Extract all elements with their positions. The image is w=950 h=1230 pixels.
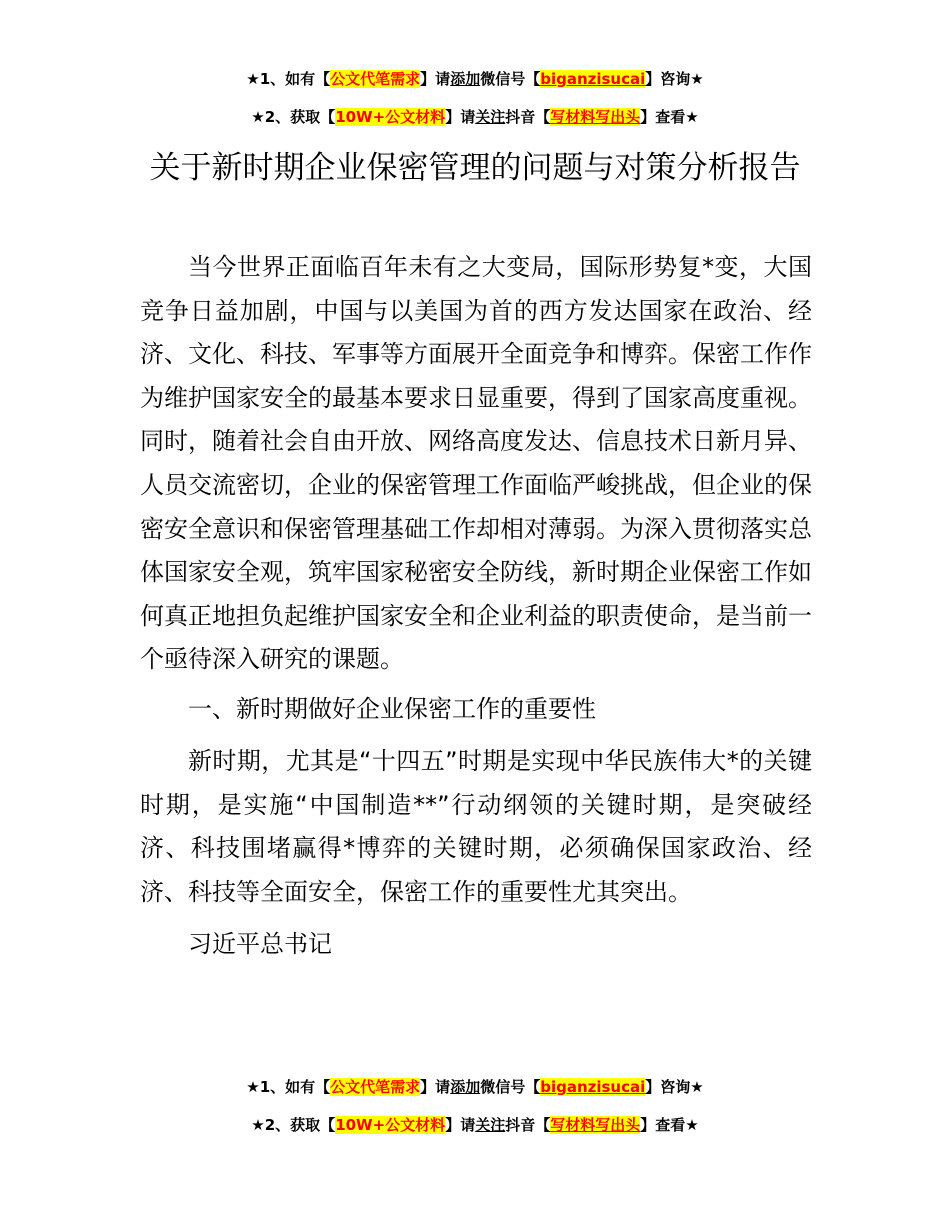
banner-highlight-materials: 10W+公文材料 [335, 1116, 446, 1134]
banner-prefix: ★1、如有【 [246, 70, 331, 88]
banner-text: 微信号【 [480, 1078, 541, 1096]
bottom-banner-line-1 [0, 1076, 950, 1098]
banner-suffix: 】查看★ [640, 1116, 699, 1134]
top-banner-line-2 [0, 106, 950, 128]
banner-prefix: ★2、获取【 [251, 108, 336, 126]
banner-suffix: 】查看★ [640, 108, 699, 126]
section-heading: 一、新时期做好企业保密工作的重要性 [188, 695, 596, 723]
banner-emphasis: 关注 [475, 108, 506, 126]
banner-text: 微信号【 [480, 70, 541, 88]
bottom-banner-line-2 [0, 1114, 950, 1136]
banner-text: 】请 [445, 1116, 476, 1134]
banner-emphasis: 添加 [450, 1078, 481, 1096]
banner-text: 】请 [420, 70, 451, 88]
banner-emphasis: 添加 [450, 70, 481, 88]
truncated-paragraph: 习近平总书记 [188, 930, 332, 958]
intro-paragraph: 当今世界正面临百年未有之大变局，国际形势复*变，大国竞争日益加剧，中国与以美国为首的西方发达国家在政治、经济、文化、科技、军事等方面展开全面竞争和博弈。保密工作作为维护国家安全的最基本要求日显重要，得到了国家高度重视。同时，随着社会自由开放、网络高度发达、信息技术日新月异、人员交流密切，企业的保密管理工作面临严峻挑战，但企业的保密安全意识和保密管理基础工作却相对薄弱。为深入贯彻落实总体国家安全观，筑牢国家秘密安全防线，新时期企业保密工作如何真正地担负起维护国家安全和企业利益的职责使命，是当前一个亟待深入研究的课题。 [140, 253, 812, 674]
banner-douyin-id: 写材料写出头 [550, 1116, 641, 1134]
banner-text: 】请 [445, 108, 476, 126]
banner-suffix: 】咨询★ [645, 1078, 704, 1096]
banner-wechat-id: biganzisucai [540, 1078, 646, 1096]
banner-text: 】请 [420, 1078, 451, 1096]
banner-suffix: 】咨询★ [645, 70, 704, 88]
banner-prefix: ★1、如有【 [246, 1078, 331, 1096]
banner-highlight-service: 公文代笔需求 [330, 70, 421, 88]
banner-douyin-id: 写材料写出头 [550, 108, 641, 126]
banner-wechat-id: biganzisucai [540, 70, 646, 88]
banner-prefix: ★2、获取【 [251, 1116, 336, 1134]
banner-emphasis: 关注 [475, 1116, 506, 1134]
document-title: 关于新时期企业保密管理的问题与对策分析报告 [149, 150, 801, 186]
banner-text: 抖音【 [505, 108, 551, 126]
banner-highlight-materials: 10W+公文材料 [335, 108, 446, 126]
banner-highlight-service: 公文代笔需求 [330, 1078, 421, 1096]
banner-text: 抖音【 [505, 1116, 551, 1134]
top-banner-line-1 [0, 68, 950, 90]
section-paragraph: 新时期，尤其是“十四五”时期是实现中华民族伟大*的关键时期，是实施“中国制造**”行动纲领的关键时期，是突破经济、科技围堵赢得*博弈的关键时期，必须确保国家政治、经济、科技等全面安全，保密工作的重要性尤其突出。 [140, 747, 812, 906]
